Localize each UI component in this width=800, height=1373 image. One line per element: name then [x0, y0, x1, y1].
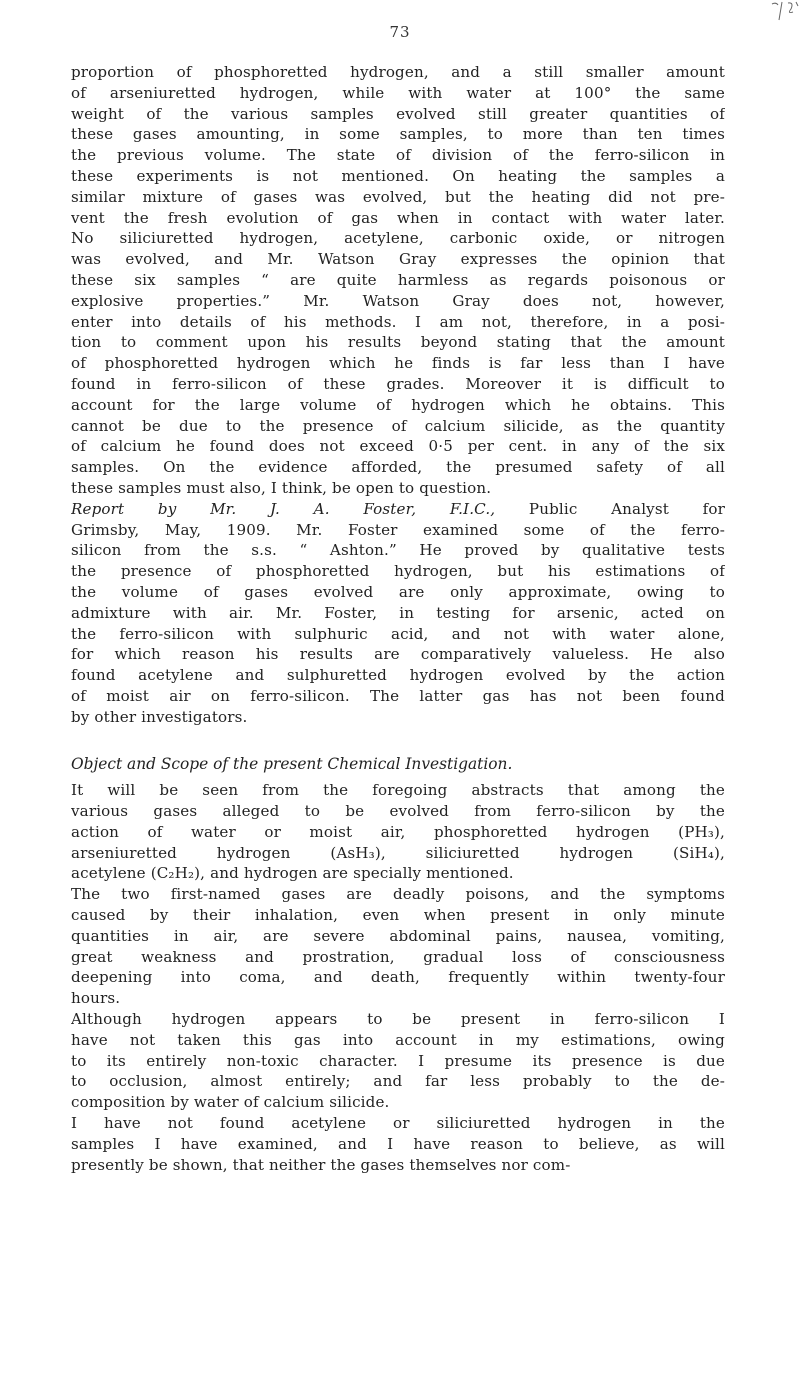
text-line: samples I have examined, and I have reason to believe, as will	[71, 1134, 725, 1153]
pencil-mark-annotation	[760, 0, 800, 24]
text-line: the presence of phosphoretted hydrogen, but his estimations of	[71, 562, 725, 581]
paragraph	[71, 62, 725, 499]
text-line: It will be seen from the foregoing abstracts that among the	[71, 781, 725, 800]
text-line: I have not found acetylene or siliciuretted hydrogen in the	[71, 1114, 725, 1133]
text-line: the ferro-silicon with sulphuric acid, and not with water alone,	[71, 624, 725, 643]
paragraph	[71, 1113, 725, 1175]
text-line: to its entirely non-toxic character. I presume its presence is due	[71, 1051, 725, 1070]
text-line: found in ferro-silicon of these grades. Moreover it is difficult to	[71, 374, 725, 393]
text-line: tion to comment upon his results beyond stating that the amount	[71, 333, 725, 352]
text-line: cannot be due to the presence of calcium silicide, as the quantity	[71, 416, 725, 435]
paragraph	[71, 1009, 725, 1113]
text-line: proportion of phosphoretted hydrogen, and a still smaller amount	[71, 63, 725, 81]
text-line: The two first-named gases are deadly poisons, and the symptoms	[71, 885, 725, 904]
report-title: Report by Mr. J. A. Foster, F.I.C.,	[71, 499, 496, 518]
text-line-rest: Public Analyst for	[495, 499, 725, 518]
page-number: 73	[389, 23, 411, 41]
text-line: Grimsby, May, 1909. Mr. Foster examined some of the ferro-	[71, 520, 725, 539]
intro-text	[71, 62, 725, 728]
text-line: these gases amounting, in some samples, to more than ten times	[71, 125, 725, 144]
text-line: admixture with air. Mr. Foster, in testing for arsenic, acted on	[71, 603, 725, 622]
text-line: great weakness and prostration, gradual loss of consciousness	[71, 947, 725, 966]
text-line: deepening into coma, and death, frequently within twenty-four	[71, 968, 725, 987]
page-body	[71, 62, 725, 1175]
text-line: to occlusion, almost entirely; and far less probably to the de-	[71, 1072, 725, 1091]
text-line: composition by water of calcium silicide.	[71, 1093, 390, 1112]
text-line: found acetylene and sulphuretted hydrogen evolved by the action	[71, 666, 725, 685]
text-line: of moist air on ferro-silicon. The latter gas has not been found	[71, 686, 725, 705]
text-line: various gases alleged to be evolved from ferro-silicon by the	[71, 802, 725, 821]
paragraph	[71, 499, 725, 728]
text-line: Although hydrogen appears to be present in ferro-silicon I	[71, 1010, 725, 1029]
text-line: by other investigators.	[71, 707, 248, 726]
text-line: samples. On the evidence afforded, the presumed safety of all	[71, 458, 725, 477]
text-line: have not taken this gas into account in my estimations, owing	[71, 1030, 725, 1049]
text-line: weight of the various samples evolved still greater quantities of	[71, 104, 725, 123]
text-line: enter into details of his methods. I am not, therefore, in a posi-	[71, 312, 725, 331]
text-line: the volume of gases evolved are only approximate, owing to	[71, 582, 725, 601]
text-line: No siliciuretted hydrogen, acetylene, carbonic oxide, or nitrogen	[71, 229, 725, 248]
section-text	[71, 780, 725, 1175]
text-line: of arseniuretted hydrogen, while with water at 100° the same	[71, 83, 725, 102]
text-line: hours.	[71, 989, 121, 1008]
text-line: of calcium he found does not exceed 0·5 per cent. in any of the six	[71, 437, 725, 456]
text-line: for which reason his results are comparatively valueless. He also	[71, 645, 725, 664]
paragraph	[71, 780, 725, 884]
text-line: silicon from the s.s. “ Ashton.” He proved by qualitative tests	[71, 541, 725, 560]
text-line: these samples must also, I think, be open to question.	[71, 478, 492, 497]
text-line: acetylene (C₂H₂), and hydrogen are specially mentioned.	[71, 864, 514, 883]
text-line: presently be shown, that neither the gases themselves nor com-	[71, 1155, 571, 1174]
text-line: action of water or moist air, phosphoretted hydrogen (PH₃),	[71, 822, 725, 841]
text-line: these experiments is not mentioned. On heating the samples a	[71, 166, 725, 185]
text-line: quantities in air, are severe abdominal pains, nausea, vomiting,	[71, 926, 725, 945]
text-line	[71, 499, 725, 520]
text-line: arseniuretted hydrogen (AsH₃), siliciuretted hydrogen (SiH₄),	[71, 843, 725, 862]
text-line: of phosphoretted hydrogen which he finds is far less than I have	[71, 354, 725, 373]
text-line: explosive properties.” Mr. Watson Gray does not, however,	[71, 291, 725, 310]
text-line: vent the fresh evolution of gas when in contact with water later.	[71, 208, 725, 227]
text-line: these six samples “ are quite harmless as regards poisonous or	[71, 270, 725, 289]
section-heading: Object and Scope of the present Chemical Investigation.	[71, 754, 513, 773]
text-line: the previous volume. The state of division of the ferro-silicon in	[71, 146, 725, 165]
text-line: caused by their inhalation, even when present in only minute	[71, 906, 725, 925]
text-line: similar mixture of gases was evolved, but the heating did not pre-	[71, 187, 725, 206]
text-line: account for the large volume of hydrogen which he obtains. This	[71, 395, 725, 414]
text-line: was evolved, and Mr. Watson Gray expresses the opinion that	[71, 250, 725, 269]
paragraph	[71, 884, 725, 1009]
